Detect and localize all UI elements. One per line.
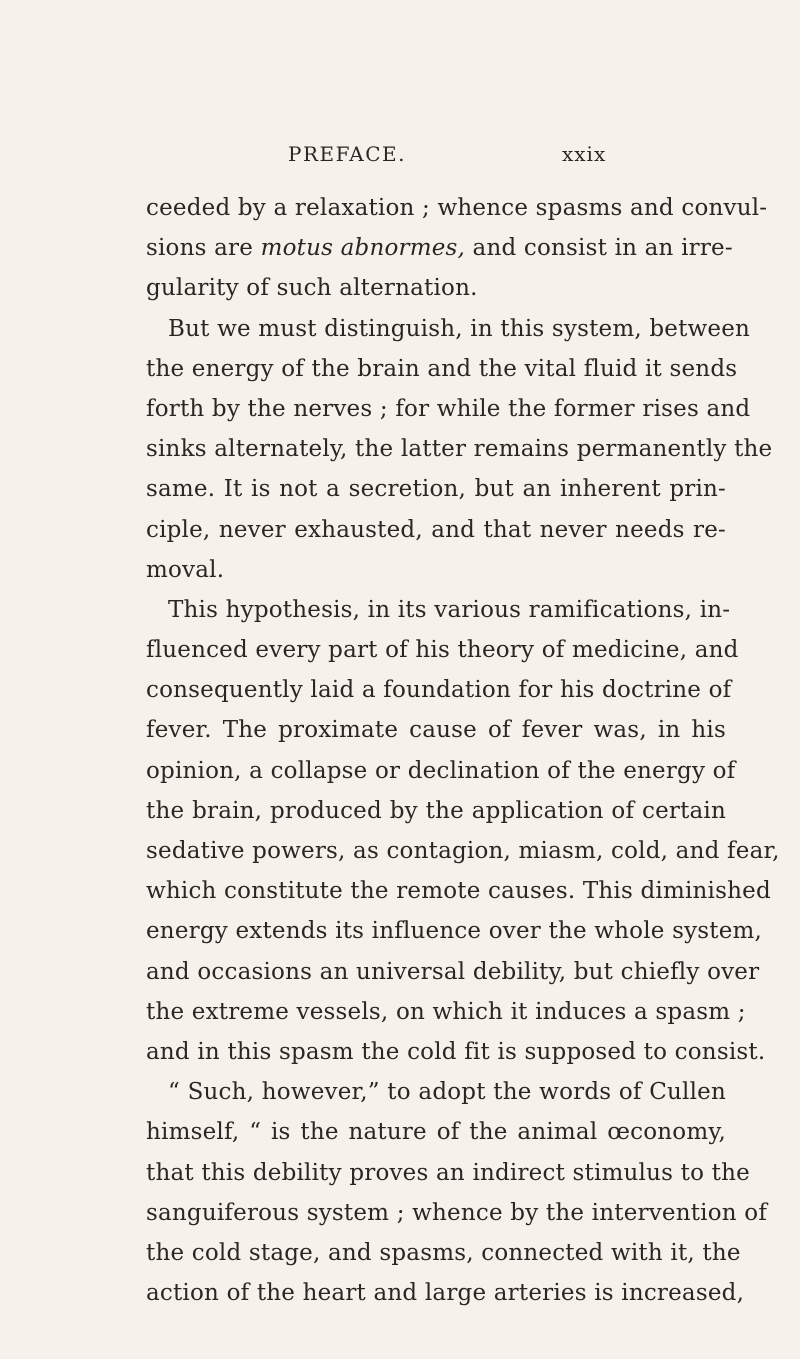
text-line: same. It is not a secretion, but an inherent prin- [146, 476, 726, 503]
text-line: opinion, a collapse or declination of the energy of [146, 757, 736, 784]
text-line: But we must distinguish, in this system, between [168, 315, 751, 342]
text-line: fluenced every part of his theory of medicine, and [146, 637, 739, 664]
text-line: consequently laid a foundation for his doctrine of [146, 677, 732, 704]
text-line: ceeded by a relaxation ; whence spasms and convul- [146, 195, 768, 221]
text-line: himself, “ is the nature of the animal œconomy, [146, 1119, 726, 1146]
text-line [146, 228, 733, 268]
text-segment: sions are [146, 235, 254, 262]
text-line: sanguiferous system ; whence by the intervention of [146, 1199, 768, 1226]
italic-phrase: motus abnormes, [260, 235, 466, 262]
text-line: sinks alternately, the latter remains permanently the [146, 436, 773, 463]
text-line: which constitute the remote causes. This diminished [146, 878, 771, 905]
text-line: gularity of such alternation. [146, 275, 478, 302]
text-line: the energy of the brain and the vital fluid it sends [146, 355, 738, 382]
page-number: xxix [562, 142, 607, 166]
text-line: sedative powers, as contagion, miasm, cold, and fear, [146, 838, 780, 864]
running-head [0, 142, 800, 182]
text-line: This hypothesis, in its various ramifications, in- [168, 596, 731, 623]
text-line: fever. The proximate cause of fever was, in his [146, 717, 726, 744]
text-line: forth by the nerves ; for while the former rises and [146, 395, 751, 422]
text-line: “ Such, however,” to adopt the words of Cullen [168, 1079, 726, 1106]
body-text [146, 188, 780, 1313]
text-line: the cold stage, and spasms, connected with it, the [146, 1239, 741, 1266]
text-line: ciple, never exhausted, and that never needs re- [146, 516, 726, 543]
text-line: the extreme vessels, on which it induces a spasm ; [146, 998, 746, 1025]
text-line: and occasions an universal debility, but chiefly over [146, 958, 760, 985]
text-line: and in this spasm the cold fit is supposed to consist. [146, 1038, 766, 1065]
text-line: energy extends its influence over the whole system, [146, 918, 763, 945]
text-segment: and consist in an irre- [472, 235, 733, 262]
text-line: moval. [146, 556, 225, 583]
text-line: action of the heart and large arteries is increased, [146, 1280, 745, 1307]
running-title: PREFACE. [288, 142, 406, 166]
text-line: that this debility proves an indirect stimulus to the [146, 1159, 750, 1186]
text-line: the brain, produced by the application of certain [146, 797, 726, 824]
